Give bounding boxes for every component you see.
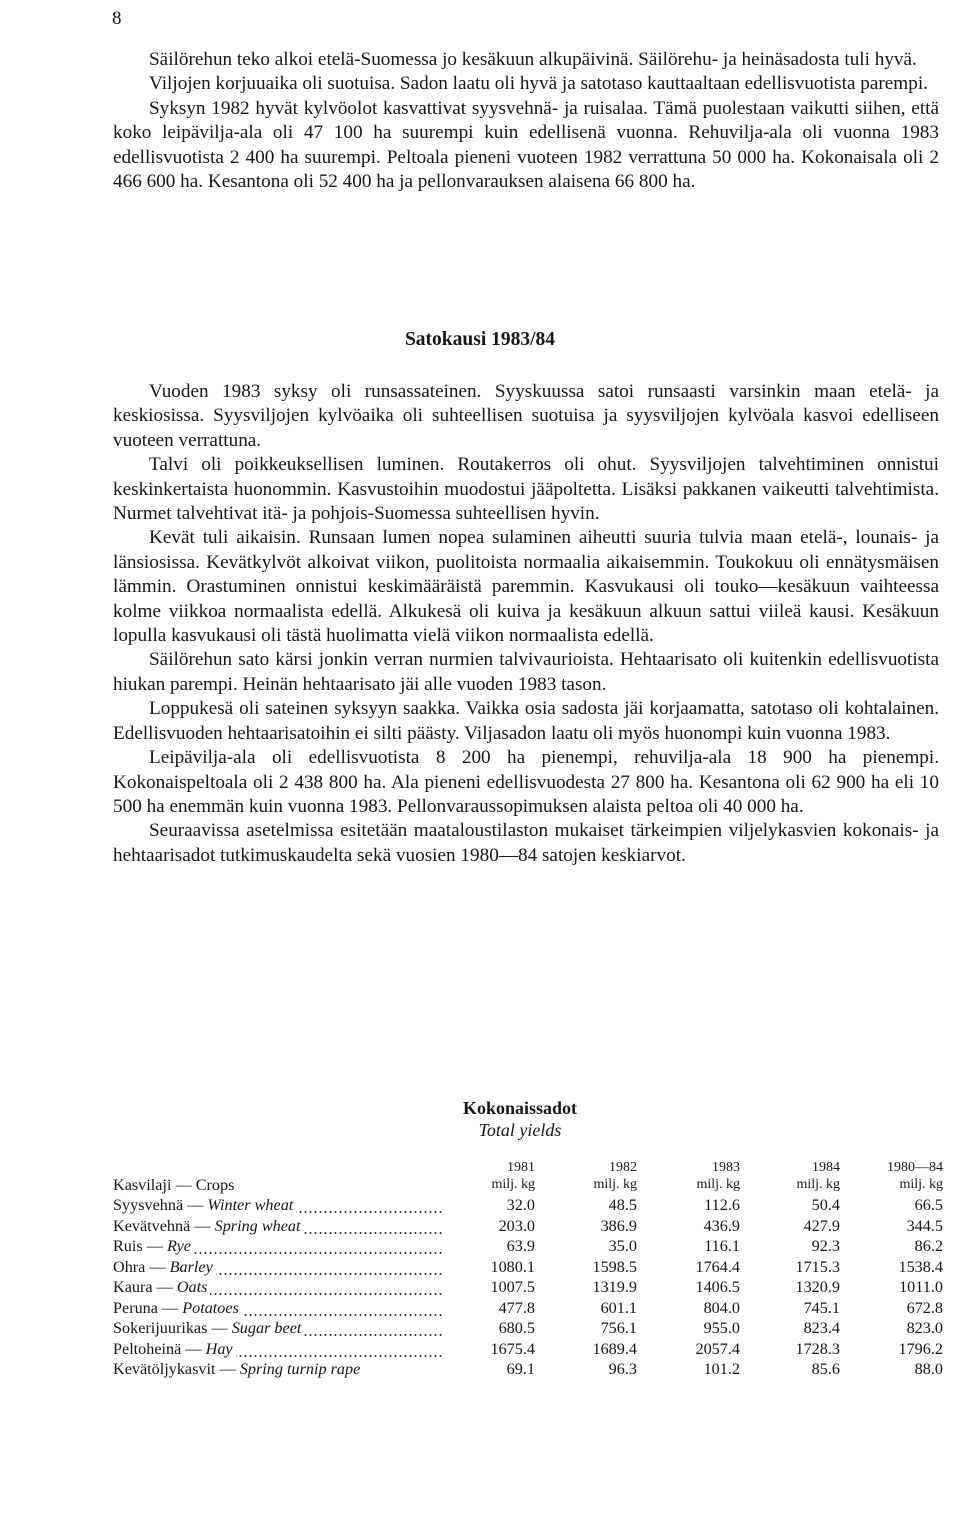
value-cell: 1764.4 — [695, 1257, 740, 1276]
crop-fi: Peruna — [113, 1298, 158, 1317]
crop-en: Potatoes — [182, 1298, 239, 1317]
crop-label: Kevätvehnä — Spring wheat — [113, 1216, 443, 1237]
crop-label: Ruis — Rye — [113, 1236, 443, 1257]
value-cell: 1728.3 — [795, 1339, 840, 1358]
year-header: 1984 — [812, 1159, 840, 1175]
crop-label: Kaura — Oats — [113, 1277, 443, 1298]
crop-en: Winter wheat — [207, 1196, 294, 1214]
crop-label: Sokerijuurikas — Sugar beet — [113, 1318, 443, 1339]
year-header: 1983 — [712, 1159, 740, 1175]
value-cell: 745.1 — [803, 1298, 840, 1317]
value-cell: 436.9 — [703, 1216, 740, 1235]
crop-fi: Sokerijuurikas — [113, 1319, 208, 1337]
value-cell: 86.2 — [914, 1237, 943, 1255]
value-cell: 680.5 — [498, 1319, 535, 1337]
yields-table — [113, 1154, 943, 1380]
year-header: 1982 — [609, 1159, 637, 1175]
crop-column-header: Kasvilaji — Crops — [113, 1175, 235, 1194]
value-cell: 344.5 — [906, 1216, 943, 1235]
paragraph: Loppukesä oli sateinen syksyyn saakka. Vaikka osia sadosta jäi korjaamatta, satotaso oli kohtalainen. Edellisvuoden hehtaarisatoihin ei silti päästy. Viljasadon laatu oli myös huonompi kuin vuonna 1983. — [113, 698, 939, 744]
crop-en: Hay — [205, 1339, 233, 1358]
paragraph: Viljojen korjuuaika oli suotuisa. Sadon laatu oli hyvä ja satotaso kauttaaltaan edellisvuotista parempi. — [149, 73, 928, 95]
crop-en: Spring wheat — [214, 1216, 301, 1235]
value-cell: 2057.4 — [695, 1339, 740, 1358]
unit-header: milj. kg — [796, 1176, 840, 1192]
paragraph: Seuraavissa asetelmissa esitetään maataloustilaston mukaiset tärkeimpien viljelykasvien kokonais- ja hehtaarisadot tutkimuskaudelta sekä vuosien 1980—84 satojen keskiarvot. — [113, 820, 939, 866]
table-row — [113, 1216, 943, 1237]
value-cell: 601.1 — [600, 1298, 637, 1317]
section-text — [113, 380, 939, 868]
value-cell: 1689.4 — [592, 1339, 637, 1358]
crop-label: Kevätöljykasvit — Spring turnip rape — [113, 1359, 443, 1380]
value-cell: 823.0 — [906, 1319, 943, 1337]
value-cell: 35.0 — [608, 1237, 637, 1255]
paragraph: Talvi oli poikkeuksellisen luminen. Routakerros oli ohut. Syysviljojen talvehtiminen onnistui keskinkertaista huonommin. Kasvustoihin muodostui jääpoltetta. Lisäksi pakkanen vaikeutti talvehtimista. Nurmet talvehtivat itä- ja pohjois-Suomessa suhteellisen hyvin. — [113, 454, 939, 525]
crop-fi: Kevätvehnä — [113, 1216, 191, 1235]
unit-header: milj. kg — [593, 1176, 637, 1192]
paragraph: Vuoden 1983 syksy oli runsassateinen. Syyskuussa satoi runsaasti varsinkin maan etelä- ja keskiosissa. Syysviljojen kylvöaika oli suhteellisen suotuisa ja syysviljojen kylvöala kasvoi edelliseen vuoteen verrattuna. — [113, 381, 939, 451]
unit-header: milj. kg — [491, 1176, 535, 1192]
crop-en: Rye — [166, 1237, 191, 1255]
crop-en: Barley — [169, 1257, 213, 1276]
value-cell: 1538.4 — [898, 1257, 943, 1276]
value-cell: 112.6 — [704, 1196, 740, 1214]
value-cell: 48.5 — [608, 1196, 637, 1214]
value-cell: 1320.9 — [795, 1278, 840, 1296]
value-cell: 32.0 — [506, 1196, 535, 1214]
table-row — [113, 1339, 943, 1360]
paragraph: Säilörehun teko alkoi etelä-Suomessa jo kesäkuun alkupäivinä. Säilörehu- ja heinäsadosta tuli hyvä. — [149, 49, 917, 70]
value-cell: 823.4 — [803, 1319, 840, 1337]
year-header: 1981 — [507, 1159, 535, 1175]
value-cell: 50.4 — [811, 1196, 840, 1214]
value-cell: 63.9 — [506, 1237, 535, 1255]
crop-label: Peltoheinä — Hay — [113, 1339, 443, 1360]
table-row — [113, 1277, 943, 1298]
table-title — [0, 1097, 960, 1141]
value-cell: 116.1 — [704, 1237, 740, 1255]
value-cell: 96.3 — [608, 1360, 637, 1378]
value-cell: 1080.1 — [490, 1257, 535, 1276]
crop-fi: Peltoheinä — [113, 1339, 182, 1358]
table-row — [113, 1257, 943, 1278]
intro-text — [113, 48, 939, 194]
value-cell: 1011.0 — [899, 1278, 943, 1296]
crop-label: Syysvehnä — Winter wheat — [113, 1195, 443, 1216]
paragraph: Syksyn 1982 hyvät kylvöolot kasvattivat syysvehnä- ja ruisalaa. Tämä puolestaan vaikutti siihen, että koko leipävilja-ala oli 47 100 ha suurempi kuin edellisenä vuonna. Rehuvilja-ala oli vuonna 1983 edellisvuotista 2 400 ha suurempi. Peltoala pieneni vuoteen 1982 verrattuna 50 000 ha. Kokonaisala oli 2 466 600 ha. Kesantona oli 52 400 ha ja pellonvarauksen alaisena 66 800 ha. — [113, 97, 939, 193]
crop-fi: Kevätöljykasvit — [113, 1360, 216, 1378]
page-number: 8 — [112, 8, 122, 29]
crop-en: Sugar beet — [231, 1319, 302, 1337]
value-cell: 477.8 — [498, 1298, 535, 1317]
value-cell: 85.6 — [811, 1360, 840, 1378]
table-row — [113, 1195, 943, 1216]
value-cell: 672.8 — [906, 1298, 943, 1317]
table-header-units — [113, 1175, 943, 1196]
crop-fi: Kaura — [113, 1278, 153, 1296]
table-row — [113, 1359, 943, 1380]
unit-header: milj. kg — [899, 1176, 943, 1192]
paragraph: Säilörehun sato kärsi jonkin verran nurmien talvivaurioista. Hehtaarisato oli kuitenkin edellisvuotista hiukan parempi. Heinän hehtaarisato jäi alle vuoden 1983 tason. — [113, 649, 939, 695]
crop-label: Peruna — Potatoes — [113, 1298, 443, 1319]
value-cell: 427.9 — [803, 1216, 840, 1235]
value-cell: 1715.3 — [795, 1257, 840, 1276]
crop-fi: Ohra — [113, 1257, 146, 1276]
value-cell: 1007.5 — [490, 1278, 535, 1296]
crop-fi: Syysvehnä — [113, 1196, 184, 1214]
value-cell: 92.3 — [811, 1237, 840, 1255]
value-cell: 756.1 — [600, 1319, 637, 1337]
table-title-en: Total yields — [478, 1120, 562, 1140]
table-title-fi: Kokonaissadot — [462, 1098, 578, 1118]
crop-en: Oats — [176, 1278, 208, 1296]
unit-header: milj. kg — [696, 1176, 740, 1192]
value-cell: 203.0 — [498, 1216, 535, 1235]
value-cell: 101.2 — [703, 1360, 740, 1378]
crop-label: Ohra — Barley — [113, 1257, 443, 1278]
table-row — [113, 1318, 943, 1339]
value-cell: 804.0 — [703, 1298, 740, 1317]
section-heading: Satokausi 1983/84 — [404, 329, 556, 350]
table-row — [113, 1236, 943, 1257]
value-cell: 88.0 — [914, 1360, 943, 1378]
table-header-years — [113, 1154, 943, 1175]
year-header: 1980—84 — [887, 1159, 943, 1175]
value-cell: 1406.5 — [695, 1278, 740, 1296]
value-cell: 386.9 — [600, 1216, 637, 1235]
value-cell: 69.1 — [506, 1360, 535, 1378]
value-cell: 1675.4 — [490, 1339, 535, 1358]
paragraph: Kevät tuli aikaisin. Runsaan lumen nopea sulaminen aiheutti suuria tulvia maan etelä-, lounais- ja länsiosissa. Kevätkylvöt alkoivat viikon, puolitoista normaalia aikaisemmin. Toukokuu oli ennätysmäisen lämmin. Orastuminen onnistui keskimääräistä paremmin. Kasvukausi oli touko—kesäkuun vaihteessa kolme viikkoa normaalista edellä. Alkukesä oli kuiva ja kesäkuun alkuun sattui viileä kausi. Kesäkuun lopulla kasvukausi oli tästä huolimatta vielä viikon normaalista edellä. — [113, 527, 939, 647]
paragraph: Leipävilja-ala oli edellisvuotista 8 200 ha pienempi, rehuvilja-ala 18 900 ha pienempi. Kokonaispeltoala oli 2 438 800 ha. Ala pieneni edellisvuodesta 27 800 ha. Kesantona oli 62 900 ha eli 10 500 ha enemmän kuin vuonna 1983. Pellonvaraussopimuksen alaista peltoa oli 40 000 ha. — [113, 747, 939, 817]
value-cell: 955.0 — [703, 1319, 740, 1337]
table-row — [113, 1298, 943, 1319]
value-cell: 1319.9 — [592, 1278, 637, 1296]
value-cell: 66.5 — [914, 1196, 943, 1214]
crop-fi: Ruis — [113, 1237, 143, 1255]
value-cell: 1796.2 — [898, 1339, 943, 1358]
crop-en: Spring turnip rape — [239, 1360, 361, 1378]
value-cell: 1598.5 — [592, 1257, 637, 1276]
